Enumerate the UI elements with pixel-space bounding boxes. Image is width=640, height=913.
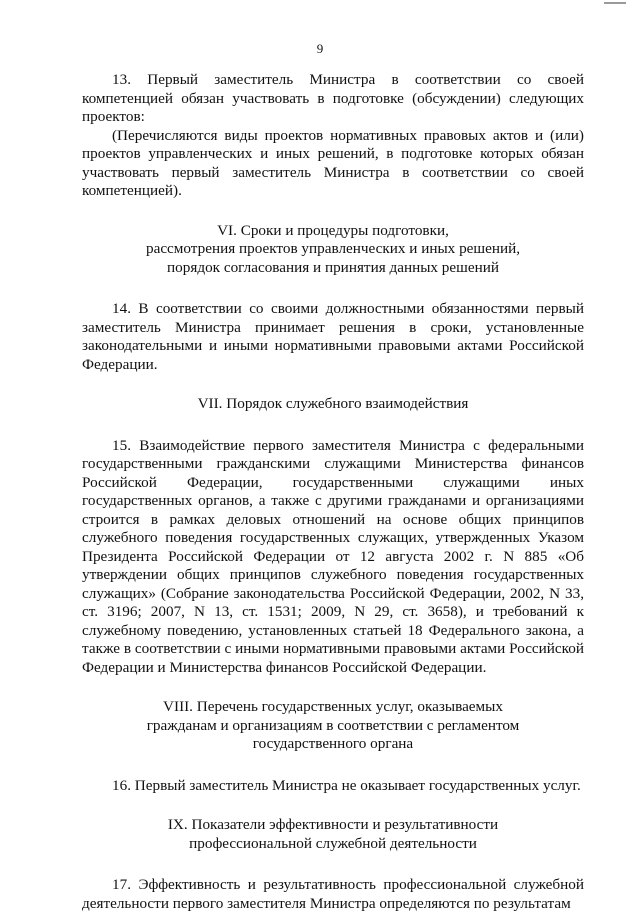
section-heading-8 (82, 698, 584, 754)
heading-line: рассмотрения проектов управленческих и иных решений, (145, 240, 521, 257)
heading-line: VII. Порядок служебного взаимодействия (197, 395, 469, 412)
section-heading-7 (82, 395, 584, 414)
paragraph-14: 14. В соответствии со своими должностными обязанностями первый заместитель Министра принимает решения в сроки, установленные законодательными и иными нормативными правовыми актами Российской Федерации. (82, 300, 584, 373)
heading-line: гражданам и организациям в соответствии с регламентом (146, 716, 520, 734)
heading-line: VIII. Перечень государственных услуг, оказываемых (163, 698, 503, 715)
heading-line: государственного органа (252, 735, 414, 752)
paragraph-13-note: (Перечисляются виды проектов нормативных правовых актов и (или) проектов управленческих и иных решений, в подготовке которых обязан участвовать первый заместитель Министра в соответствии со своей компетенцией). (82, 126, 584, 199)
page-number: 9 (316, 41, 324, 56)
section-heading-9 (82, 816, 584, 853)
heading-line: порядок согласования и принятия данных решений (167, 258, 499, 276)
document-body (82, 71, 584, 913)
paragraph-17: 17. Эффективность и результативность профессиональной служебной деятельности первого заместителя Министра определяются по результатам (82, 876, 584, 912)
scan-mark (604, 2, 626, 4)
paragraph-16: 16. Первый заместитель Министра не оказывает государственных услуг. (112, 776, 581, 794)
heading-line: VI. Сроки и процедуры подготовки, (217, 221, 449, 239)
paragraph-15: 15. Взаимодействие первого заместителя Министра с федеральными государственными гражданскими служащими Министерства финансов Российской Федерации, государственными служащими иных государственных органов, а также с другими гражданами и организациями строится в рамках деловых отношений на основе общих принципов служебного поведения государственных служащих, утвержденных Указом Президента Российской Федерации от 12 августа 2002 г. N 885 «Об утверждении общих принципов служебного поведения государственных служащих» (Собрание законодательства Российской Федерации, 2002, N 33, ст. 3196; 2007, N 13, ст. 1531; 2009, N 29, ст. 3658), и требований к служебному поведению, установленных статьей 18 Федерального закона, а также в соответствии с иными нормативными правовыми актами Российской Федерации и Министерства финансов Российской Федерации. (82, 436, 584, 676)
heading-line: IX. Показатели эффективности и результативности (167, 816, 499, 833)
heading-line: профессиональной служебной деятельности (189, 834, 477, 852)
section-heading-6 (82, 222, 584, 278)
paragraph-13: 13. Первый заместитель Министра в соответствии со своей компетенцией обязан участвовать в подготовке (обсуждении) следующих проектов: (82, 71, 584, 125)
